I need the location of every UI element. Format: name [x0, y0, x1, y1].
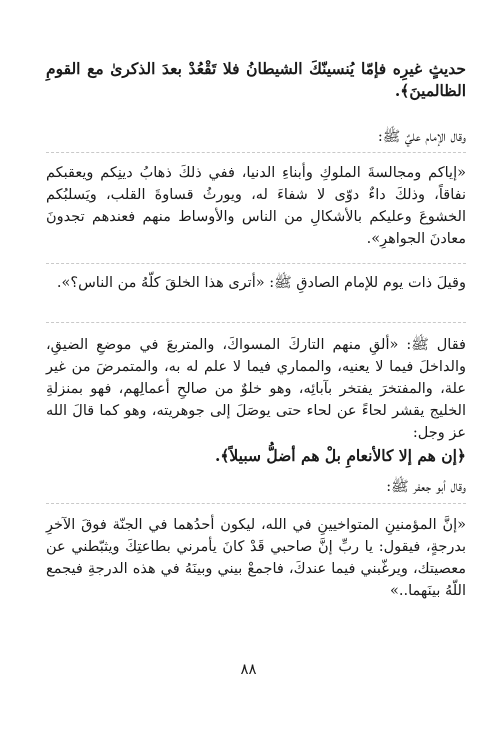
section-divider [46, 322, 466, 323]
page-number: ٨٨ [240, 660, 257, 678]
paragraph-speaker-ali: وقال الإمام عليٌ ﷺ: [377, 129, 466, 145]
paragraph-verse-continuation: حديثٍ غيرِه فإمّا يُنسينّكَ الشيطانُ فلا تَقْعُدْ بعدَ الذكرىٰ مع القومِ الظالمينَ﴾. [46, 59, 466, 100]
paragraph-speaker-abu-jafar: وقال أبو جعفر ﷺ: [386, 479, 466, 495]
section-divider [46, 263, 466, 264]
paragraph-quote-abu-jafar: «إنَّ المؤمنينِ المتواخيينِ في الله، ليكون أحدُهما في الجنّة فوقَ الآخرِ بدرجةٍ، فيقول: يا ربِّ إنَّ صاحبي قَدْ كانَ يأمرني بطاعتِكَ ويثبّطني عن معصيتك، ويرغّبني فيما عندكَ، فاجمعْ بيني وبينَهُ في هذه الدرجةِ فيجمع اللّهُ بينَهما..» [46, 517, 466, 599]
paragraph-quran-verse: ﴿إن هم إلا كالأنعامِ بلْ هم أضلُّ سبيلاً﴾. [214, 446, 466, 465]
section-divider [46, 503, 466, 504]
paragraph-question-sadiq: وقيلَ ذات يوم للإمام الصادقِ ﷺ: «أترى هذا الخلقَ كلّهُ من الناس؟». [56, 275, 466, 291]
paragraph-answer-sadiq: فقال ﷺ: «ألقِ منهم التاركَ المسواكَ، والمتربعَ في موضعِ الضيقِ، والداخلَ فيما لا يعنيه، والمماري فيما لا علم له به، والمتمرضَ من غير علة، والمفتخرَ يفتخر بآبائِه، وهو خلوٌ من صالحِ أعمالِهم، فهو بمنزلةِ الخليج يقشر لحاءً عن لحاء حتى يوصَلَ إلى جوهريته، وهو كما قالَ الله عز وجل: [46, 337, 466, 441]
paragraph-quote-ali: «إياكم ومجالسةَ الملوكِ وأبناءِ الدنيا، ففي ذلكَ ذهابُ دينِكم ويعقبكم نفاقاً، وذلكَ داءٌ دوّى لا شفاءَ له، ويورثُ قساوةَ القلب، ويَسلبُكم الخشوعَ وعليكم بالأشكالِ من الناس والأوساط منهم فعندهم تجدونَ معادنَ الجواهرِ». [46, 165, 466, 247]
section-divider [46, 152, 466, 153]
